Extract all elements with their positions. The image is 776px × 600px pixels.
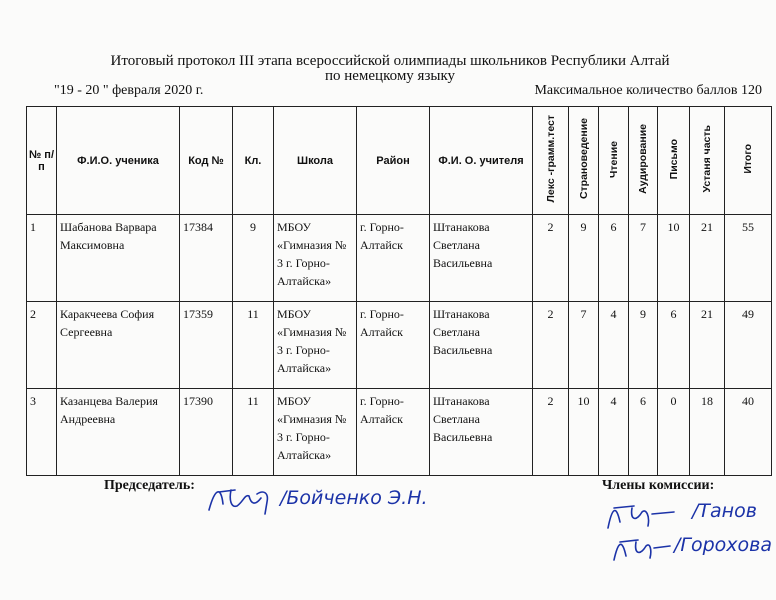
district: г. Горно-Алтайск xyxy=(357,215,430,302)
table-row xyxy=(27,302,772,389)
col-district: Район xyxy=(357,107,430,215)
score-listening: 7 xyxy=(629,215,658,302)
protocol-title: Итоговый протокол III этапа всероссийской олимпиады школьников Республики Алтай xyxy=(110,53,670,69)
member1-signature-scribble xyxy=(604,498,694,534)
col-reading: Чтение xyxy=(607,140,620,178)
col-writing: Письмо xyxy=(667,138,680,180)
score-country: 7 xyxy=(569,302,599,389)
score-listening: 9 xyxy=(629,302,658,389)
col-country-header xyxy=(569,107,599,215)
score-oral: 21 xyxy=(690,302,725,389)
table-row xyxy=(27,215,772,302)
score-country: 9 xyxy=(569,215,599,302)
chair-signature: /Бойченко Э.Н. xyxy=(280,487,428,509)
col-teacher: Ф.И. О. учителя xyxy=(430,107,533,215)
col-total-header xyxy=(725,107,772,215)
score-writing: 6 xyxy=(658,302,690,389)
student-code: 17359 xyxy=(180,302,233,389)
student-grade: 11 xyxy=(233,389,274,476)
table-header-row xyxy=(27,107,772,215)
row-num: 1 xyxy=(27,215,57,302)
chair-label: Председатель: xyxy=(104,478,195,493)
score-reading: 4 xyxy=(599,302,629,389)
score-listening: 6 xyxy=(629,389,658,476)
score-lexgram: 2 xyxy=(533,389,569,476)
max-score: Максимальное количество баллов 120 xyxy=(534,83,762,98)
teacher: Штанакова Светлана Васильевна xyxy=(430,389,533,476)
row-num: 3 xyxy=(27,389,57,476)
col-code: Код № xyxy=(180,107,233,215)
col-school: Школа xyxy=(274,107,357,215)
score-reading: 6 xyxy=(599,215,629,302)
protocol-subject: по немецкому языку xyxy=(324,68,456,84)
col-total: Итого xyxy=(742,144,754,174)
school: МБОУ «Гимназия № 3 г. Горно-Алтайска» xyxy=(274,215,357,302)
score-lexgram: 2 xyxy=(533,215,569,302)
score-oral: 18 xyxy=(690,389,725,476)
student-name: Шабанова Варвара Максимовна xyxy=(57,215,180,302)
table-row xyxy=(27,389,772,476)
col-oral-header xyxy=(690,107,725,215)
col-lexgram-header xyxy=(533,107,569,215)
teacher: Штанакова Светлана Васильевна xyxy=(430,215,533,302)
score-total: 49 xyxy=(725,302,772,389)
student-code: 17384 xyxy=(180,215,233,302)
col-lexgram: Лекс -грамм.тест xyxy=(544,115,557,203)
member2-signature: /Горохова xyxy=(674,534,773,556)
school: МБОУ «Гимназия № 3 г. Горно-Алтайска» xyxy=(274,389,357,476)
col-listening: Аудирование xyxy=(637,124,649,194)
score-oral: 21 xyxy=(690,215,725,302)
members-label: Члены комиссии: xyxy=(602,478,715,493)
chair-signature-scribble xyxy=(205,482,285,518)
member2-signature-scribble xyxy=(610,532,680,566)
col-country: Страноведение xyxy=(577,118,590,200)
score-writing: 0 xyxy=(658,389,690,476)
results-table xyxy=(26,106,772,476)
col-reading-header xyxy=(599,107,629,215)
col-writing-header xyxy=(658,107,690,215)
row-num: 2 xyxy=(27,302,57,389)
col-name: Ф.И.О. ученика xyxy=(57,107,180,215)
school: МБОУ «Гимназия № 3 г. Горно-Алтайска» xyxy=(274,302,357,389)
col-oral: Устаня часть xyxy=(701,125,713,193)
score-reading: 4 xyxy=(599,389,629,476)
teacher: Штанакова Светлана Васильевна xyxy=(430,302,533,389)
col-grade: Кл. xyxy=(233,107,274,215)
student-grade: 9 xyxy=(233,215,274,302)
score-total: 55 xyxy=(725,215,772,302)
student-grade: 11 xyxy=(233,302,274,389)
student-name: Казанцева Валерия Андреевна xyxy=(57,389,180,476)
olympiad-date: "19 - 20 " февраля 2020 г. xyxy=(54,83,204,98)
student-name: Каракчеева София Сергеевна xyxy=(57,302,180,389)
member1-signature: /Танов xyxy=(692,500,757,522)
col-listening-header xyxy=(629,107,658,215)
score-total: 40 xyxy=(725,389,772,476)
col-num: № п/п xyxy=(27,107,57,215)
score-lexgram: 2 xyxy=(533,302,569,389)
score-writing: 10 xyxy=(658,215,690,302)
district: г. Горно-Алтайск xyxy=(357,389,430,476)
score-country: 10 xyxy=(569,389,599,476)
district: г. Горно-Алтайск xyxy=(357,302,430,389)
student-code: 17390 xyxy=(180,389,233,476)
